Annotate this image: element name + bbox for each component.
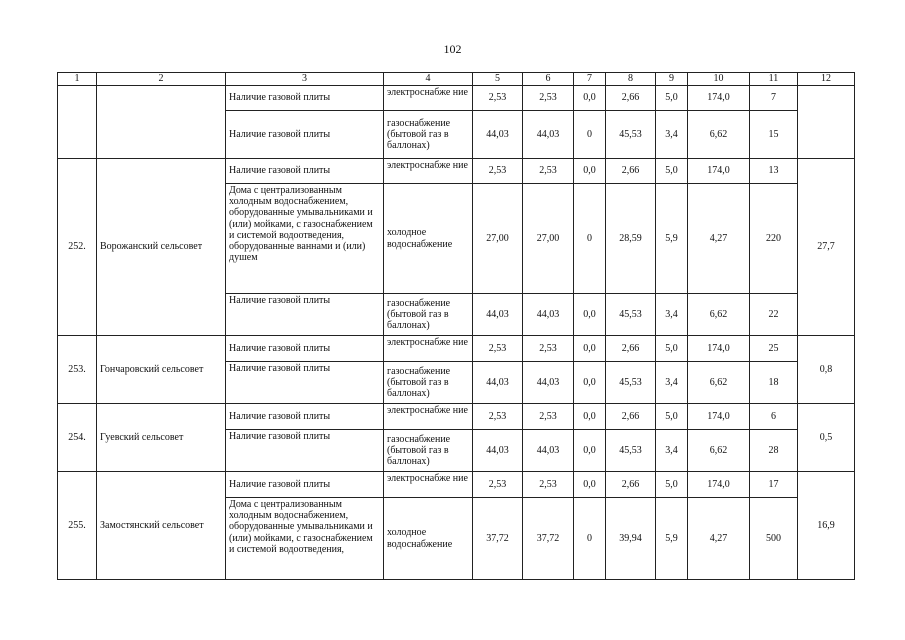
header-cell: 4: [384, 73, 473, 86]
total-cell: 0,8: [798, 336, 855, 404]
value-cell: 0,0: [574, 404, 606, 430]
condition-cell: Наличие газовой плиты: [226, 472, 384, 498]
value-cell: 174,0: [688, 472, 750, 498]
table-row: [58, 159, 855, 184]
value-cell: 45,53: [606, 111, 656, 159]
settlement-cell: Гончаровский сельсовет: [97, 336, 226, 404]
value-cell: 5,9: [656, 184, 688, 294]
value-cell: 44,03: [523, 430, 574, 472]
value-cell: 18: [750, 362, 798, 404]
value-cell: 2,53: [473, 336, 523, 362]
value-cell: 37,72: [523, 498, 574, 580]
value-cell: 0: [574, 498, 606, 580]
value-cell: 5,0: [656, 472, 688, 498]
settlement-cell: [97, 86, 226, 159]
value-cell: 37,72: [473, 498, 523, 580]
utility-cell: электроснабже ние: [384, 86, 473, 111]
value-cell: 6,62: [688, 430, 750, 472]
value-cell: 220: [750, 184, 798, 294]
row-number-cell: 254.: [58, 404, 97, 472]
value-cell: 6,62: [688, 111, 750, 159]
header-cell: 2: [97, 73, 226, 86]
row-number-cell: 255.: [58, 472, 97, 580]
value-cell: 2,66: [606, 86, 656, 111]
value-cell: 27,00: [523, 184, 574, 294]
utility-cell: электроснабже ние: [384, 159, 473, 184]
value-cell: 45,53: [606, 430, 656, 472]
value-cell: 28: [750, 430, 798, 472]
utility-cell: газоснабжение (бытовой газ в баллонах): [384, 111, 473, 159]
header-cell: 6: [523, 73, 574, 86]
header-cell: 11: [750, 73, 798, 86]
value-cell: 22: [750, 294, 798, 336]
utility-cell: газоснабжение (бытовой газ в баллонах): [384, 294, 473, 336]
row-number-cell: 253.: [58, 336, 97, 404]
header-cell: 1: [58, 73, 97, 86]
value-cell: 2,53: [473, 404, 523, 430]
value-cell: 45,53: [606, 362, 656, 404]
tariff-table: [57, 72, 855, 580]
condition-cell: Наличие газовой плиты: [226, 86, 384, 111]
header-cell: 9: [656, 73, 688, 86]
value-cell: 0,0: [574, 86, 606, 111]
value-cell: 6: [750, 404, 798, 430]
value-cell: 44,03: [523, 294, 574, 336]
utility-cell: электроснабже ние: [384, 472, 473, 498]
total-cell: [798, 86, 855, 159]
value-cell: 2,66: [606, 404, 656, 430]
value-cell: 45,53: [606, 294, 656, 336]
value-cell: 5,0: [656, 336, 688, 362]
value-cell: 4,27: [688, 498, 750, 580]
value-cell: 4,27: [688, 184, 750, 294]
table-row: [58, 336, 855, 362]
value-cell: 2,53: [473, 472, 523, 498]
condition-cell: Наличие газовой плиты: [226, 336, 384, 362]
settlement-cell: Замостянский сельсовет: [97, 472, 226, 580]
value-cell: 17: [750, 472, 798, 498]
value-cell: 7: [750, 86, 798, 111]
table-row: [58, 86, 855, 111]
value-cell: 2,66: [606, 336, 656, 362]
header-cell: 12: [798, 73, 855, 86]
condition-cell: Наличие газовой плиты: [226, 430, 384, 472]
value-cell: 28,59: [606, 184, 656, 294]
utility-cell: газоснабжение (бытовой газ в баллонах): [384, 362, 473, 404]
condition-cell: Наличие газовой плиты: [226, 294, 384, 336]
utility-cell: газоснабжение (бытовой газ в баллонах): [384, 430, 473, 472]
utility-cell: электроснабже ние: [384, 336, 473, 362]
header-cell: 3: [226, 73, 384, 86]
value-cell: 2,53: [523, 404, 574, 430]
value-cell: 44,03: [523, 111, 574, 159]
value-cell: 0,0: [574, 159, 606, 184]
value-cell: 44,03: [473, 111, 523, 159]
value-cell: 2,53: [523, 472, 574, 498]
value-cell: 0,0: [574, 472, 606, 498]
value-cell: 6,62: [688, 294, 750, 336]
row-number-cell: [58, 86, 97, 159]
value-cell: 2,66: [606, 159, 656, 184]
total-cell: 27,7: [798, 159, 855, 336]
value-cell: 174,0: [688, 159, 750, 184]
value-cell: 44,03: [473, 294, 523, 336]
value-cell: 44,03: [523, 362, 574, 404]
value-cell: 44,03: [473, 430, 523, 472]
value-cell: 44,03: [473, 362, 523, 404]
condition-cell: Наличие газовой плиты: [226, 362, 384, 404]
condition-cell: Дома с централизованным холодным водоснабжением, оборудованные умывальниками и (или) мойками, с газоснабжением и системой водоотведения,: [226, 498, 384, 580]
value-cell: 0,0: [574, 362, 606, 404]
header-cell: 5: [473, 73, 523, 86]
value-cell: 15: [750, 111, 798, 159]
value-cell: 2,53: [523, 86, 574, 111]
condition-cell: Наличие газовой плиты: [226, 111, 384, 159]
table-row: [58, 472, 855, 498]
value-cell: 3,4: [656, 362, 688, 404]
value-cell: 13: [750, 159, 798, 184]
value-cell: 2,53: [523, 159, 574, 184]
value-cell: 0: [574, 111, 606, 159]
total-cell: 16,9: [798, 472, 855, 580]
value-cell: 2,53: [473, 86, 523, 111]
utility-cell: холодное водоснабжение: [384, 184, 473, 294]
header-cell: 10: [688, 73, 750, 86]
condition-cell: Наличие газовой плиты: [226, 159, 384, 184]
utility-cell: электроснабже ние: [384, 404, 473, 430]
value-cell: 27,00: [473, 184, 523, 294]
value-cell: 0,0: [574, 430, 606, 472]
value-cell: 3,4: [656, 430, 688, 472]
header-row: [58, 73, 855, 86]
value-cell: 174,0: [688, 86, 750, 111]
settlement-cell: Гуевский сельсовет: [97, 404, 226, 472]
value-cell: 2,53: [523, 336, 574, 362]
value-cell: 174,0: [688, 336, 750, 362]
settlement-cell: Ворожанский сельсовет: [97, 159, 226, 336]
value-cell: 500: [750, 498, 798, 580]
value-cell: 5,9: [656, 498, 688, 580]
value-cell: 2,66: [606, 472, 656, 498]
utility-cell: холодное водоснабжение: [384, 498, 473, 580]
value-cell: 5,0: [656, 86, 688, 111]
value-cell: 6,62: [688, 362, 750, 404]
condition-cell: Дома с централизованным холодным водоснабжением, оборудованные умывальниками и (или) мойками, с газоснабжением и системой водоотведения, оборудованные ваннами и (или) душем: [226, 184, 384, 294]
value-cell: 2,53: [473, 159, 523, 184]
value-cell: 5,0: [656, 404, 688, 430]
row-number-cell: 252.: [58, 159, 97, 336]
value-cell: 0: [574, 184, 606, 294]
value-cell: 0,0: [574, 294, 606, 336]
page-number: 102: [443, 42, 462, 56]
value-cell: 174,0: [688, 404, 750, 430]
header-cell: 7: [574, 73, 606, 86]
value-cell: 0,0: [574, 336, 606, 362]
condition-cell: Наличие газовой плиты: [226, 404, 384, 430]
value-cell: 3,4: [656, 111, 688, 159]
value-cell: 5,0: [656, 159, 688, 184]
value-cell: 3,4: [656, 294, 688, 336]
header-cell: 8: [606, 73, 656, 86]
value-cell: 39,94: [606, 498, 656, 580]
total-cell: 0,5: [798, 404, 855, 472]
value-cell: 25: [750, 336, 798, 362]
table-row: [58, 404, 855, 430]
